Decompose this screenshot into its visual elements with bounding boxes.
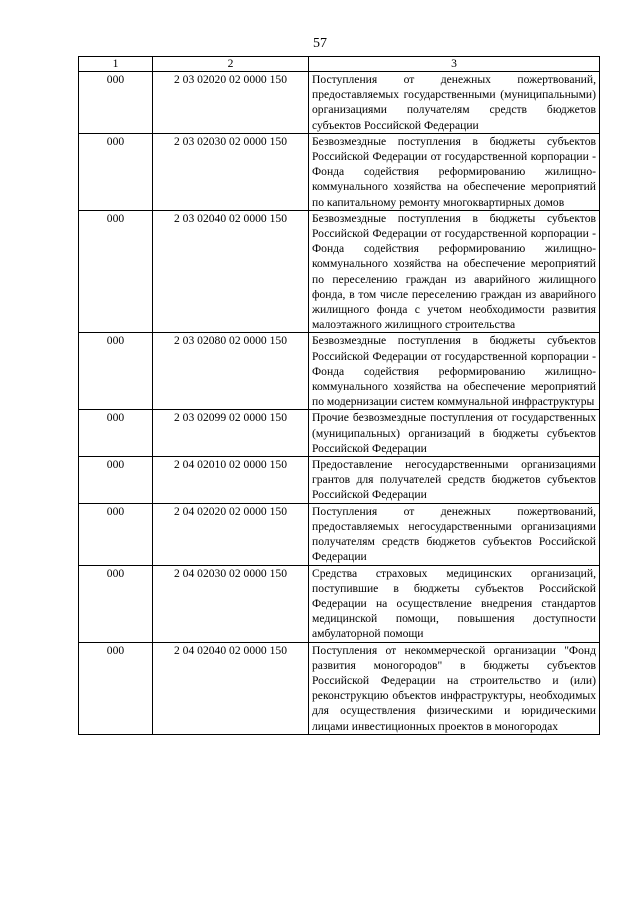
description-cell: Безвозмездные поступления в бюджеты субъектов Российской Федерации от государственной корпорации - Фонда содействия реформированию жилищно-коммунального хозяйства на обеспечение мероприятий по капитальному ремонту многоквартирных домов <box>309 133 600 210</box>
budget-code-cell: 2 04 02030 02 0000 150 <box>153 565 309 642</box>
budget-code-cell: 2 04 02040 02 0000 150 <box>153 642 309 734</box>
column-header-1: 1 <box>79 57 153 72</box>
table-row <box>79 457 600 504</box>
description-cell: Поступления от некоммерческой организации "Фонд развития моногородов" в бюджеты субъектов Российской Федерации на строительство и (или) реконструкцию объектов инфраструктуры, необходимых для осуществления физическими и юридическими лицами инвестиционных проектов в моногородах <box>309 642 600 734</box>
description-cell: Безвозмездные поступления в бюджеты субъектов Российской Федерации от государственной корпорации - Фонда содействия реформированию жилищно-коммунального хозяйства на обеспечение мероприятий по модернизации систем коммунальной инфраструктуры <box>309 333 600 410</box>
column-header-2: 2 <box>153 57 309 72</box>
admin-code-cell: 000 <box>79 333 153 410</box>
description-cell: Поступления от денежных пожертвований, предоставляемых государственными (муниципальными) организациями получателям средств бюджетов субъектов Российской Федерации <box>309 72 600 134</box>
table-row <box>79 565 600 642</box>
admin-code-cell: 000 <box>79 457 153 504</box>
admin-code-cell: 000 <box>79 210 153 333</box>
admin-code-cell: 000 <box>79 565 153 642</box>
table-row <box>79 503 600 565</box>
table-header-row <box>79 57 600 72</box>
admin-code-cell: 000 <box>79 410 153 457</box>
admin-code-cell: 000 <box>79 503 153 565</box>
column-header-3: 3 <box>309 57 600 72</box>
table-row <box>79 72 600 134</box>
table-row <box>79 642 600 734</box>
table-row <box>79 133 600 210</box>
budget-code-cell: 2 03 02080 02 0000 150 <box>153 333 309 410</box>
description-cell: Безвозмездные поступления в бюджеты субъектов Российской Федерации от государственной корпорации - Фонда содействия реформированию жилищно-коммунального хозяйства на обеспечение мероприятий по переселению граждан из аварийного жилищного фонда, в том числе переселению граждан из аварийного жилищного фонда с учетом необходимости развития малоэтажного жилищного строительства <box>309 210 600 333</box>
budget-classification-table <box>78 56 600 735</box>
table-row <box>79 333 600 410</box>
budget-code-cell: 2 04 02020 02 0000 150 <box>153 503 309 565</box>
admin-code-cell: 000 <box>79 72 153 134</box>
budget-code-cell: 2 03 02020 02 0000 150 <box>153 72 309 134</box>
admin-code-cell: 000 <box>79 133 153 210</box>
description-cell: Прочие безвозмездные поступления от государственных (муниципальных) организаций в бюджеты субъектов Российской Федерации <box>309 410 600 457</box>
admin-code-cell: 000 <box>79 642 153 734</box>
budget-code-cell: 2 03 02030 02 0000 150 <box>153 133 309 210</box>
budget-code-cell: 2 03 02099 02 0000 150 <box>153 410 309 457</box>
table-row <box>79 210 600 333</box>
budget-code-cell: 2 03 02040 02 0000 150 <box>153 210 309 333</box>
page-number: 57 <box>313 36 327 51</box>
budget-code-cell: 2 04 02010 02 0000 150 <box>153 457 309 504</box>
description-cell: Поступления от денежных пожертвований, предоставляемых негосударственными организациями получателям средств бюджетов субъектов Российской Федерации <box>309 503 600 565</box>
description-cell: Средства страховых медицинских организаций, поступившие в бюджеты субъектов Российской Федерации на осуществление внедрения стандартов медицинской помощи, повышения доступности амбулаторной помощи <box>309 565 600 642</box>
description-cell: Предоставление негосударственными организациями грантов для получателей средств бюджетов субъектов Российской Федерации <box>309 457 600 504</box>
table-row <box>79 410 600 457</box>
